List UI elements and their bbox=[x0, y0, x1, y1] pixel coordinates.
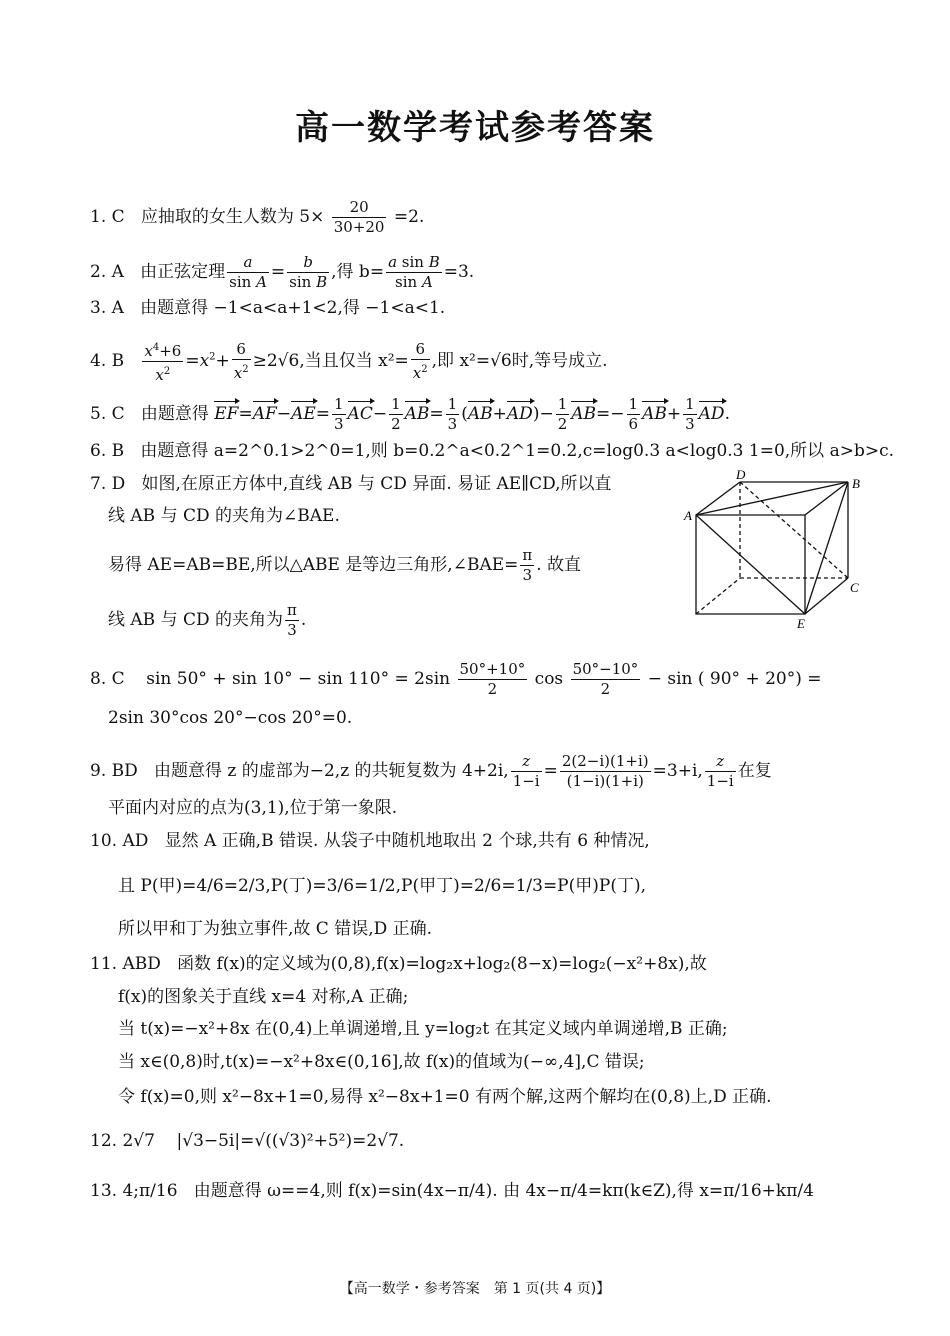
answer-text: 由题意得 a=2^0.1>2^0=1,则 b=0.2^a<0.2^1=0.2,c=log0.3 a<log0.3 1=0,所以 a>b>c. bbox=[140, 441, 895, 461]
answer-number: 3. A bbox=[90, 298, 124, 318]
answer-8-line-1: 8. C sin 50° + sin 10° − sin 110° = 2sin $\frac{50^\circ+10^\circ}{2}$ cos $\frac{50^\circ-10^\circ}{2}$ − sin ( 90° + 20°) = bbox=[90, 660, 822, 698]
answer-tail: ,即 x²=√6时,等号成立. bbox=[431, 351, 608, 371]
answer-text: 函数 f(x)的定义域为(0,8),f(x)=log₂x+log₂(8−x)=log₂(−x²+8x),故 bbox=[177, 954, 707, 974]
label-c: C bbox=[850, 580, 859, 595]
cube-figure bbox=[680, 470, 870, 630]
answer-text: 由题意得 z 的虚部为−2,z 的共轭复数为 4+2i, bbox=[153, 761, 509, 781]
answer-text: 线 AB 与 CD 的夹角为 bbox=[108, 610, 284, 630]
answer-text: 当 t(x)=−x²+8x 在(0,4)上单调递增,且 y=log₂t 在其定义域内单调递增,B 正确; bbox=[118, 1019, 728, 1039]
answer-text: f(x)的图象关于直线 x=4 对称,A 正确; bbox=[118, 987, 409, 1007]
answer-text: 由题意得 −1<a<a+1<2,得 −1<a<1. bbox=[140, 298, 446, 318]
answer-text: . 故直 bbox=[536, 555, 582, 575]
answer-text: 当 x∈(0,8)时,t(x)=−x²+8x∈(0,16],故 f(x)的值域为(−∞,4],C 错误; bbox=[118, 1052, 645, 1072]
answer-number: 10. AD bbox=[90, 831, 149, 851]
answer-tail: ,得 b= bbox=[331, 262, 385, 282]
answer-10-line-2 bbox=[118, 875, 646, 897]
answer-number: 11. ABD bbox=[90, 954, 161, 974]
answer-text: 显然 A 正确,B 错误. 从袋子中随机地取出 2 个球,共有 6 种情况, bbox=[164, 831, 650, 851]
answer-number: 9. BD bbox=[90, 761, 138, 781]
answer-tail: =2. bbox=[393, 207, 425, 227]
answer-number: 13. 4; bbox=[90, 1181, 139, 1201]
answer-text: 易得 AE=AB=BE,所以△ABE 是等边三角形,∠BAE= bbox=[108, 555, 519, 575]
answer-text: 应抽取的女生人数为 5× bbox=[140, 207, 325, 227]
answer-text: sin 50° + sin 10° − sin 110° = 2sin bbox=[146, 669, 451, 689]
answer-1 bbox=[90, 198, 424, 237]
answer-7-line-3: 易得 AE=AB=BE,所以△ABE 是等边三角形,∠BAE= $\frac{\pi}{3}$ . 故直 bbox=[108, 546, 582, 584]
answer-10-line-1 bbox=[90, 830, 650, 852]
answer-13: 13. 4;π/16 由题意得 ω==4,则 f(x)=sin(4x−π/4). 由 4x−π/4=kπ(k∈Z),得 x=π/16+kπ/4 bbox=[90, 1181, 814, 1201]
answer-4: 4. B $\frac{x^4+6}{x^2}$ $=x^2+$ $\frac{6}{x^2}$ ≥2√6,当且仅当 x²= $\frac{6}{x^2}$ ,即 x²=√6时,等号成立. bbox=[90, 340, 608, 384]
answer-7-line-2 bbox=[108, 505, 340, 527]
answer-text: 2sin 30°cos 20°−cos 20°=0. bbox=[108, 708, 353, 728]
answer-number: 8. C bbox=[90, 669, 125, 689]
answer-text: 令 f(x)=0,则 x²−8x+1=0,易得 x²−8x+1=0 有两个解,这两个解均在(0,8)上,D 正确. bbox=[118, 1087, 772, 1107]
answer-text: 由正弦定理 bbox=[140, 262, 226, 282]
answer-number: 12. 2√7 bbox=[90, 1131, 155, 1151]
label-b: B bbox=[852, 476, 860, 491]
answer-text: 由题意得 bbox=[140, 404, 209, 424]
answer-text: 如图,在原正方体中,直线 AB 与 CD 异面. 易证 AE∥CD,所以直 bbox=[141, 474, 612, 494]
answer-number: 5. C bbox=[90, 404, 125, 424]
answer-3 bbox=[90, 297, 445, 319]
label-a: A bbox=[684, 508, 692, 523]
answer-2: 2. A 由正弦定理 $\frac{a}{\text{sin A}}$ = $\frac{b}{\text{sin B}}$ ,得 b= $\frac{\text{a sin B}}{\text{sin A}}$ =3. bbox=[90, 253, 475, 291]
answer-6 bbox=[90, 440, 894, 462]
answer-mid: ≥2√6,当且仅当 x²= bbox=[252, 351, 409, 371]
answer-11-line-5 bbox=[118, 1086, 772, 1108]
answer-7-line-4: 线 AB 与 CD 的夹角为 $\frac{\pi}{3}$ . bbox=[108, 601, 307, 639]
answer-text: |√3−5i|=√((√3)²+5²)=2√7. bbox=[176, 1131, 405, 1151]
answer-11-line-1 bbox=[90, 953, 707, 975]
answer-text: 所以甲和丁为独立事件,故 C 错误,D 正确. bbox=[118, 919, 433, 939]
answer-number: 1. C bbox=[90, 207, 125, 227]
answer-text: 且 P(甲)=4/6=2/3,P(丁)=3/6=1/2,P(甲丁)=2/6=1/3=P(甲)P(丁), bbox=[118, 876, 646, 896]
page-title: 高一数学考试参考答案 bbox=[295, 108, 655, 148]
answer-end: =3. bbox=[443, 262, 475, 282]
answer-9-line-1: 9. BD 由题意得 z 的虚部为−2,z 的共轭复数为 4+2i, $\frac{z}{1-i}$ = $\frac{2(2-i)(1+i)}{(1-i)(1+i)}$ =3+i, $\frac{z}{1-i}$ 在复 bbox=[90, 752, 772, 790]
label-e: E bbox=[797, 616, 805, 630]
answer-text: − sin ( 90° + 20°) = bbox=[647, 669, 822, 689]
answer-8-line-2 bbox=[108, 707, 352, 729]
answer-number: 6. B bbox=[90, 441, 125, 461]
answer-text: 平面内对应的点为(3,1),位于第一象限. bbox=[108, 798, 398, 818]
label-d: D bbox=[736, 470, 746, 482]
page-footer: 【高一数学・参考答案 第 1 页(共 4 页)】 bbox=[339, 1281, 611, 1297]
answer-number: 7. D bbox=[90, 474, 126, 494]
answer-12 bbox=[90, 1130, 404, 1152]
answer-number: 4. B bbox=[90, 351, 125, 371]
answer-text: 由题意得 ω= bbox=[193, 1181, 296, 1201]
answer-11-line-2 bbox=[118, 986, 408, 1008]
answer-5: 5. C 由题意得 EF=AF−AE= $\frac{1}{3}$ AC− $\frac{1}{2}$ AB= $\frac{1}{3}$ (AB+AD)− $\frac{1}{2}$ AB=− $\frac{1}{6}$ AB+ $\frac{1}{3}$ AD. bbox=[90, 395, 730, 433]
answer-9-line-2 bbox=[108, 797, 397, 819]
answer-10-line-3 bbox=[118, 918, 432, 940]
answer-number: 2. A bbox=[90, 262, 124, 282]
fraction: $\frac{20}{30+20}$ bbox=[333, 198, 385, 236]
answer-11-line-4 bbox=[118, 1051, 645, 1073]
answer-text: 线 AB 与 CD 的夹角为∠BAE. bbox=[108, 506, 340, 526]
answer-text: =4,则 f(x)=sin(4x−π/4). 由 4x−π/4=kπ(k∈Z),得 x=π/16+kπ/4 bbox=[295, 1181, 814, 1201]
answer-11-line-3 bbox=[118, 1018, 728, 1040]
answer-7-line-1 bbox=[90, 473, 612, 495]
